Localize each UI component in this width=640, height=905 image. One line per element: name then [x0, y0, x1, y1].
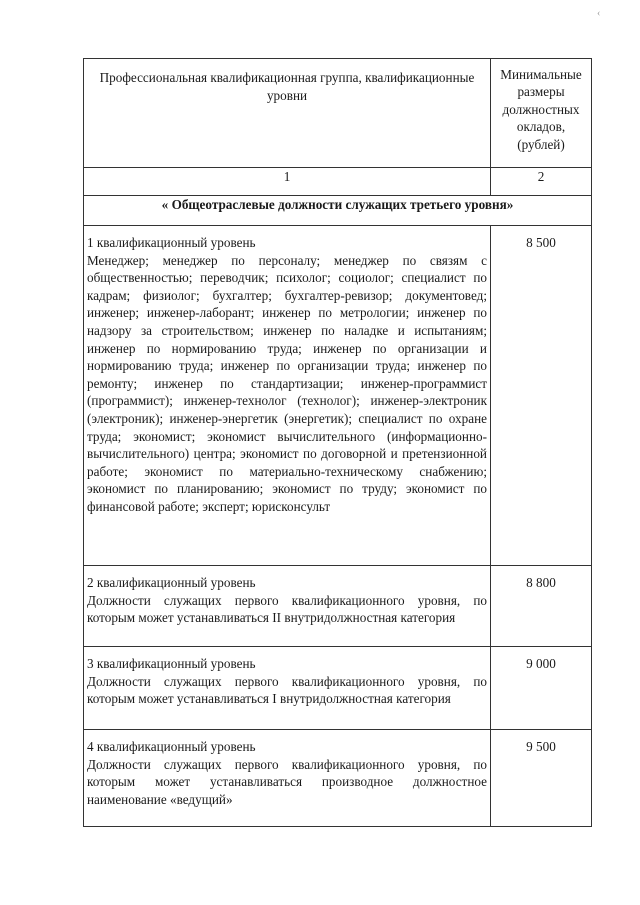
- table-header-row: [84, 59, 592, 168]
- salary-value: 8 500: [491, 226, 592, 566]
- salary-table: [83, 58, 592, 827]
- header-salary-column: Минимальные размеры должностных окладов, (рублей): [491, 59, 592, 168]
- table-row: [84, 730, 592, 827]
- level-title: 1 квалификационный уровень: [87, 235, 256, 250]
- level-cell: [84, 647, 491, 730]
- group-title: « Общеотраслевые должности служащих третьего уровня»: [84, 196, 592, 226]
- level-description: Должности служащих первого квалификационного уровня, по которым может устанавливаться производное должностное наименование «ведущий»: [87, 756, 487, 807]
- table-row: [84, 647, 592, 730]
- level-cell: [84, 226, 491, 566]
- level-cell: [84, 566, 491, 647]
- header-group-column: Профессиональная квалификационная группа, квалификационные уровни: [84, 59, 491, 168]
- level-title: 3 квалификационный уровень: [87, 656, 256, 671]
- salary-value: 9 500: [491, 730, 592, 827]
- page-corner-mark: ‹: [597, 8, 601, 19]
- table-row: [84, 226, 592, 566]
- salary-value: 8 800: [491, 566, 592, 647]
- level-description: Менеджер; менеджер по персоналу; менеджер по связям с общественностью; переводчик; психолог; социолог; специалист по кадрам; физиолог; бухгалтер; бухгалтер-ревизор; документовед; инженер; инженер-лаборант; инженер по метрологии; инженер по надзору за строительством; инженер по наладке и испытаниям; инженер по нормированию труда; инженер по организации и нормированию труда; инженер по организации труда; инженер по ремонту; инженер по стандартизации; инженер-программист (программист); инженер-технолог (технолог); инженер-электроник (электроник); инженер-энергетик (энергетик); специалист по охране труда; экономист; экономист вычислительного (информационно-вычислительного) центра; экономист по договорной и претензионной работе; экономист по материально-техническому снабжению; экономист по планированию; экономист по труду; экономист по финансовой работе; эксперт; юрисконсульт: [87, 252, 487, 514]
- group-title-row: [84, 196, 592, 226]
- column-number-1: 1: [84, 168, 491, 196]
- column-number-2: 2: [491, 168, 592, 196]
- level-description: Должности служащих первого квалификационного уровня, по которым может устанавливаться II внутридолжностная категория: [87, 592, 487, 626]
- level-description: Должности служащих первого квалификационного уровня, по которым может устанавливаться I внутридолжностная категория: [87, 673, 487, 707]
- column-number-row: [84, 168, 592, 196]
- salary-value: 9 000: [491, 647, 592, 730]
- level-title: 4 квалификационный уровень: [87, 739, 256, 754]
- table-row: [84, 566, 592, 647]
- level-cell: [84, 730, 491, 827]
- level-title: 2 квалификационный уровень: [87, 575, 256, 590]
